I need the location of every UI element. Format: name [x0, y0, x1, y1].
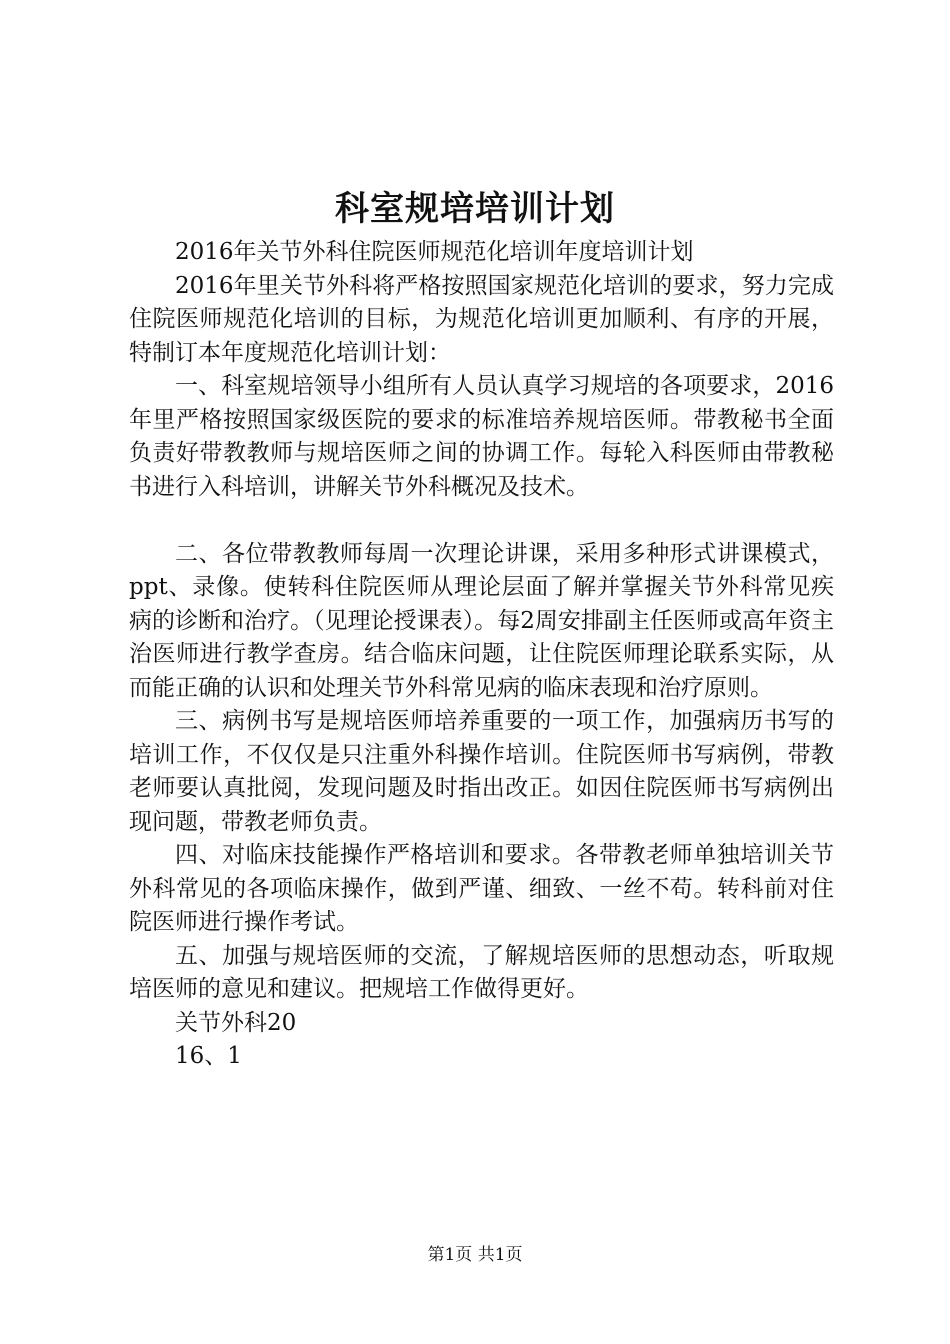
signature-line-2: 16、1 — [175, 1043, 242, 1069]
section-1-paragraph: 一、科室规培领导小组所有人员认真学习规培的各项要求，2016年里严格按照国家级医院的要求的标准培养规培医师。带教秘书全面负责好带教教师与规培医师之间的协调工作。每轮入科医师由带教秘书进行入科培训，讲解关节外科概况及技术。 — [129, 373, 834, 500]
document-subtitle: 2016年关节外科住院医师规范化培训年度培训计划 — [175, 239, 694, 265]
paragraph-gap — [129, 504, 834, 538]
section-2-paragraph: 二、各位带教教师每周一次理论讲课，采用多种形式讲课模式，ppt、录像。使转科住院医师从理论层面了解并掌握关节外科常见疾病的诊断和治疗。（见理论授课表）。每2周安排副主任医师或高年资主治医师进行教学查房。结合临床问题，让住院医师理论联系实际，从而能正确的认识和处理关节外科常见病的临床表现和治疗原则。 — [129, 540, 834, 701]
section-3-paragraph: 三、病例书写是规培医师培养重要的一项工作，加强病历书写的培训工作，不仅仅是只注重外科操作培训。住院医师书写病例，带教老师要认真批阅，发现问题及时指出改正。如因住院医师书写病例出现问题，带教老师负责。 — [129, 708, 834, 835]
section-4-paragraph: 四、对临床技能操作严格培训和要求。各带教老师单独培训关节外科常见的各项临床操作，做到严谨、细致、一丝不苟。转科前对住院医师进行操作考试。 — [129, 842, 834, 935]
page-footer: 第1页 共1页 — [427, 1245, 523, 1265]
section-5-paragraph: 五、加强与规培医师的交流，了解规培医师的思想动态，听取规培医师的意见和建议。把规培工作做得更好。 — [129, 942, 834, 1002]
document-body — [129, 236, 834, 1074]
intro-paragraph: 2016年里关节外科将严格按照国家规范化培训的要求，努力完成住院医师规范化培训的目标，为规范化培训更加顺利、有序的开展，特制订本年度规范化培训计划： — [129, 272, 834, 366]
page-title: 科室规培培训计划 — [335, 189, 615, 229]
signature-line-1: 关节外科20 — [175, 1009, 297, 1036]
